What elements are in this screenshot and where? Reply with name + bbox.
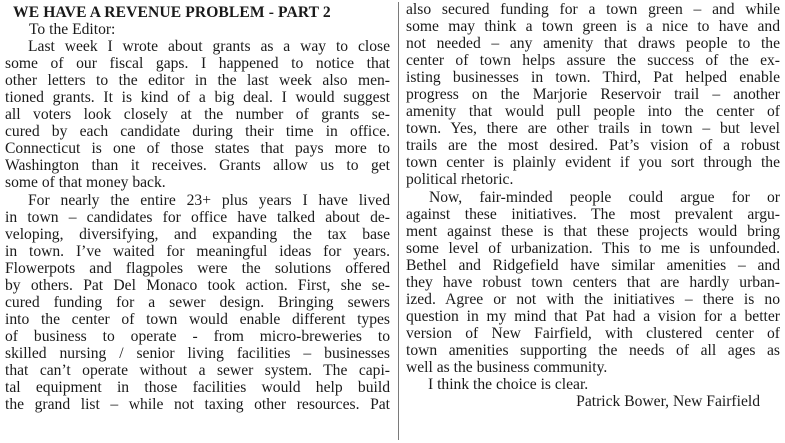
paragraph-line: by others. Pat Del Monaco took action. First, she se- (5, 276, 390, 294)
paragraph-line: town center is plainly evident if you sort through the (406, 154, 780, 172)
paragraph-line: other letters to the editor in the last week also men- (5, 72, 390, 90)
paragraph-line: ment against these is that these projects would bring (406, 222, 780, 240)
paragraph-line: against these initiatives. The most prevalent argu- (406, 205, 780, 223)
paragraph-line: some level of urbanization. This to me is unfounded. (406, 239, 780, 257)
closing-line: I think the choice is clear. (428, 376, 589, 394)
paragraph-line: veloping, diversifying, and expanding the tax base (5, 225, 390, 243)
paragraph-line: Washington than it receives. Grants allow us to get (5, 157, 390, 175)
paragraph-line: tioned grants. It is kind of a big deal. I would suggest (5, 89, 390, 107)
paragraph-line: they have robust town centers that are hardly urban- (406, 273, 780, 291)
paragraph-line: Now, fair-minded people could argue for or (429, 188, 780, 206)
paragraph-line: the grand list – while not taxing other resources. Pat (5, 396, 390, 414)
paragraph-line: trails are the most desired. Pat’s vision of a robust (406, 137, 780, 155)
paragraph-line: question in my mind that Pat had a vision for a better (406, 307, 780, 325)
signature: Patrick Bower, New Fairfield (576, 393, 760, 411)
right-column (406, 1, 780, 410)
paragraph-line: Flowerpots and flagpoles were the solutions offered (5, 259, 390, 277)
paragraph-line: some of that money back. (5, 174, 166, 192)
salutation: To the Editor: (29, 21, 116, 39)
paragraph-line: some may think a town green is a nice to have and (406, 18, 780, 36)
paragraph-line: of business to operate - from micro-breweries to (5, 327, 390, 345)
paragraph-2 (5, 192, 390, 414)
paragraph-line: cured by each candidate during their time in office. (5, 123, 390, 141)
paragraph-line: all voters look closely at the number of grants se- (5, 106, 390, 124)
left-column (5, 4, 390, 413)
paragraph-line: progress on the Marjorie Reservoir trail – another (406, 86, 780, 104)
paragraph-2-continued (406, 1, 780, 189)
paragraph-line: political rhetoric. (406, 171, 514, 189)
paragraph-line: also secured funding for a town green – and while (406, 1, 780, 18)
paragraph-line: For nearly the entire 23+ plus years I have lived (28, 191, 390, 209)
paragraph-line: Bethel and Ridgefield have similar amenities – and (406, 256, 780, 274)
paragraph-line: that can’t operate without a sewer system. The capi- (5, 361, 390, 379)
paragraph-line: Connecticut is one of those states that pays more to (5, 140, 390, 158)
paragraph-line: in town. I’ve waited for meaningful ideas for years. (5, 242, 390, 260)
headline: WE HAVE A REVENUE PROBLEM - PART 2 (13, 4, 331, 21)
paragraph-line: isting businesses in town. Third, Pat helped enable (406, 69, 780, 87)
paragraph-line: cured funding for a sewer design. Bringing sewers (5, 293, 390, 311)
paragraph-line: some of our fiscal gaps. I happened to notice that (5, 55, 390, 73)
column-divider (398, 2, 399, 440)
paragraph-line: town. Yes, there are other trails in town – but level (406, 120, 780, 138)
paragraph-line: version of New Fairfield, with clustered center of (406, 324, 780, 342)
paragraph-line: Last week I wrote about grants as a way to close (28, 38, 390, 56)
paragraph-line: in town – candidates for office have talked about de- (5, 208, 390, 226)
paragraph-line: amenity that would pull people into the center of (406, 103, 780, 121)
paragraph-line: tal equipment in those facilities would help build (5, 379, 390, 397)
paragraph-line: well as the business community. (406, 358, 608, 376)
paragraph-line: not needed – any amenity that draws people to the (406, 35, 780, 53)
paragraph-3 (406, 189, 780, 377)
paragraph-line: ized. Agree or not with the initiatives – there is no (406, 290, 780, 308)
paragraph-1 (5, 38, 390, 191)
paragraph-line: center of town helps assure the success of the ex- (406, 52, 780, 70)
paragraph-line: into the center of town would enable different types (5, 310, 390, 328)
paragraph-line: skilled nursing / senior living facilities – businesses (5, 344, 390, 362)
paragraph-line: town amenities supporting the needs of all ages as (406, 341, 780, 359)
